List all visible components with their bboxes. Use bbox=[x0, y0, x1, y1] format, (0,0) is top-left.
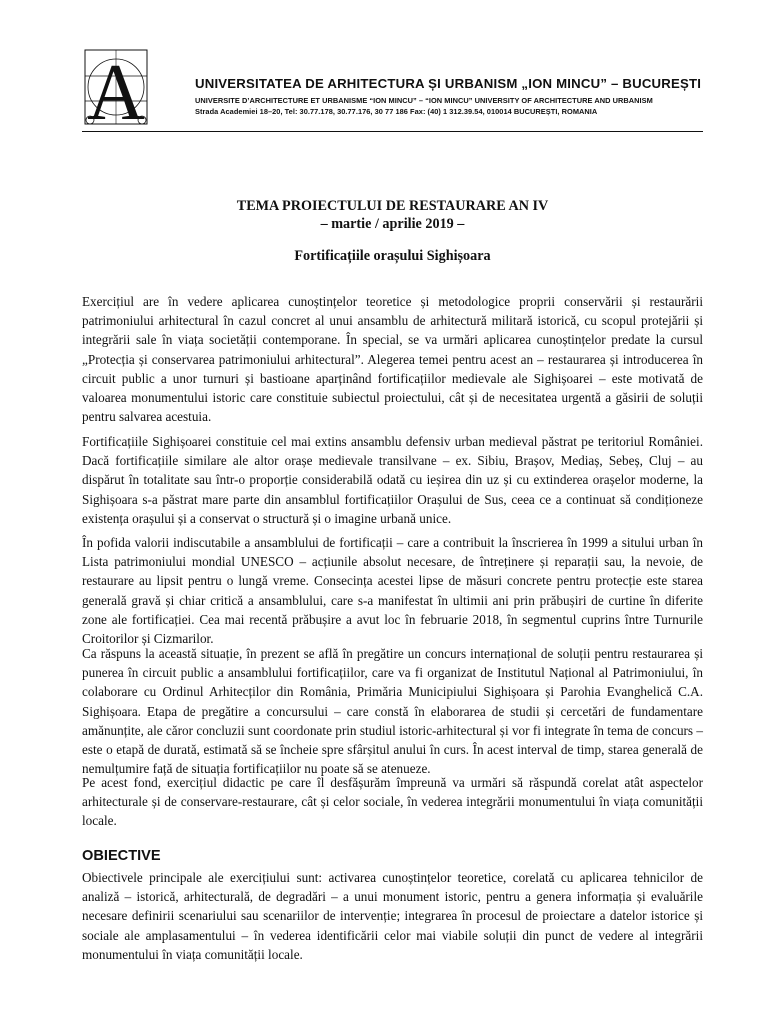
document-title: TEMA PROIECTULUI DE RESTAURARE AN IV bbox=[236, 198, 549, 214]
paragraph-5: Pe acest fond, exercițiul didactic pe care îl desfășurăm împreună va urmări să răspundă corelat atât aspectelor arhitecturale și de conservare-restaurare, cât și celor sociale, în vederea integrării monumentului în viața comunității locale. bbox=[82, 775, 703, 829]
paragraph-1: Exercițiul are în vedere aplicarea cunoștințelor teoretice și metodologice proprii conservării și restaurării patrimoniului arhitectural în cazul concret al unui ansamblu de arhitectură militară istorică, cu scopul protejării și integrării sale în viața societății contemporane. În special, se va urmări aplicarea cunoștințelor predate la cursul „Protecția și conservarea patrimoniului arhitectural”. Alegerea temei pentru acest an – restaurarea și introducerea în circuit public a unor turnuri și bastioane aparținând fortificațiilor medievale ale Sighișoarei – este motivată de valoarea monumentului istoric care constituie subiectul proiectului, cât și de necesitatea urgentă a găsirii de soluții pentru salvarea acestuia. bbox=[82, 294, 703, 425]
objectives-paragraph: Obiectivele principale ale exercițiului sunt: activarea cunoștințelor teoretice, corelată cu aplicarea tehnicilor de analiză – istorică, arhitecturală, de degradări – a unui monument istoric, pentru a genera informația și evaluările necesare definirii scenariului sau scenariilor de intervenție; integrarea în procesul de proiectare a datelor istorice și sociale ale amplasamentului – în vederea identificării celor mai viabile soluții din punct de vedere al integrării monumentului în viața comunității locale. bbox=[82, 870, 703, 962]
svg-text:A: A bbox=[87, 49, 145, 128]
paragraph-4: Ca răspuns la această situație, în prezent se află în pregătire un concurs internațional de soluții pentru restaurarea și punerea în circuit public a ansamblului fortificațiilor, care va fi organizat de Institutul Național al Patrimoniului, în colaborare cu Ordinul Arhitecților din România, Primăria Municipiului Sighișoara și Parohia Evanghelică C.A. Sighișoara. Etapa de pregătire a concursului – care constă în elaborarea de studii și cercetări de fundamentare amănunțite, ale căror concluzii sunt coordonate prin studiul istoric-arhitectural și vor fi integrate în tema de concurs – este o etapă de durată, estimată să se încheie spre sfârșitul anului în curs. În acest interval de timp, starea generală de nemulțumire față de situația fortificațiilor nu poate să se atenueze. bbox=[82, 646, 703, 777]
paragraph-3: În pofida valorii indiscutabile a ansamblului de fortificații – care a contribuit la înscrierea în 1999 a sitului urban în Lista patrimoniului mondial UNESCO – acțiunile absolut necesare, de întreținere și reparații sau, la nevoie, de restaurare au lipsit pentru o lungă vreme. Consecința acestei lipse de măsuri concrete pentru protecție este starea generală gravă și chiar critică a ansamblului, care s-a manifestat în ultimii ani prin prăbușiri de curtine în diferite zone ale fortificației. Cea mai recentă prăbușire a avut loc în februarie 2018, în segmentul cuprins între Turnurile Croitorilor și Cizmarilor. bbox=[82, 535, 703, 647]
university-logo bbox=[82, 46, 152, 128]
paragraph-2: Fortificațiile Sighișoarei constituie cel mai extins ansamblu defensiv urban medieval păstrat pe teritoriul României. Dacă fortificațiile similare ale altor orașe medievale transilvane – ex. Sibiu, Brașov, Mediaș, Sebeș, Cluj – au dispărut în totalitate sau într-o proporție considerabilă odată cu ieșirea din uz și cu extinderea orașelor moderne, la Sighișoara s-a păstrat mare parte din ansamblul fortificațiilor Orașului de Sus, ceea ce a continuat să condiționeze existența orașului și a conservat o structură și o imagine urbană unice. bbox=[82, 434, 703, 526]
university-subtitle: UNIVERSITE D’ARCHITECTURE ET URBANISME “ION MINCU” – “ION MINCU” UNIVERSITY OF ARCHITECTURE AND URBANISM bbox=[195, 96, 653, 105]
document-date: – martie / aprilie 2019 – bbox=[320, 216, 465, 232]
objectives-heading: OBIECTIVE bbox=[82, 848, 161, 864]
document-subject: Fortificațiile orașului Sighișoara bbox=[294, 248, 491, 264]
header-divider bbox=[82, 131, 703, 132]
university-name: UNIVERSITATEA DE ARHITECTURA ȘI URBANISM „ION MINCU” – BUCUREȘTI bbox=[195, 76, 702, 91]
university-address: Strada Academiei 18–20, Tel: 30.77.178, 30.77.176, 30 77 186 Fax: (40) 1 312.39.54, 010014 BUCUREȘTI, ROMANIA bbox=[195, 107, 598, 116]
